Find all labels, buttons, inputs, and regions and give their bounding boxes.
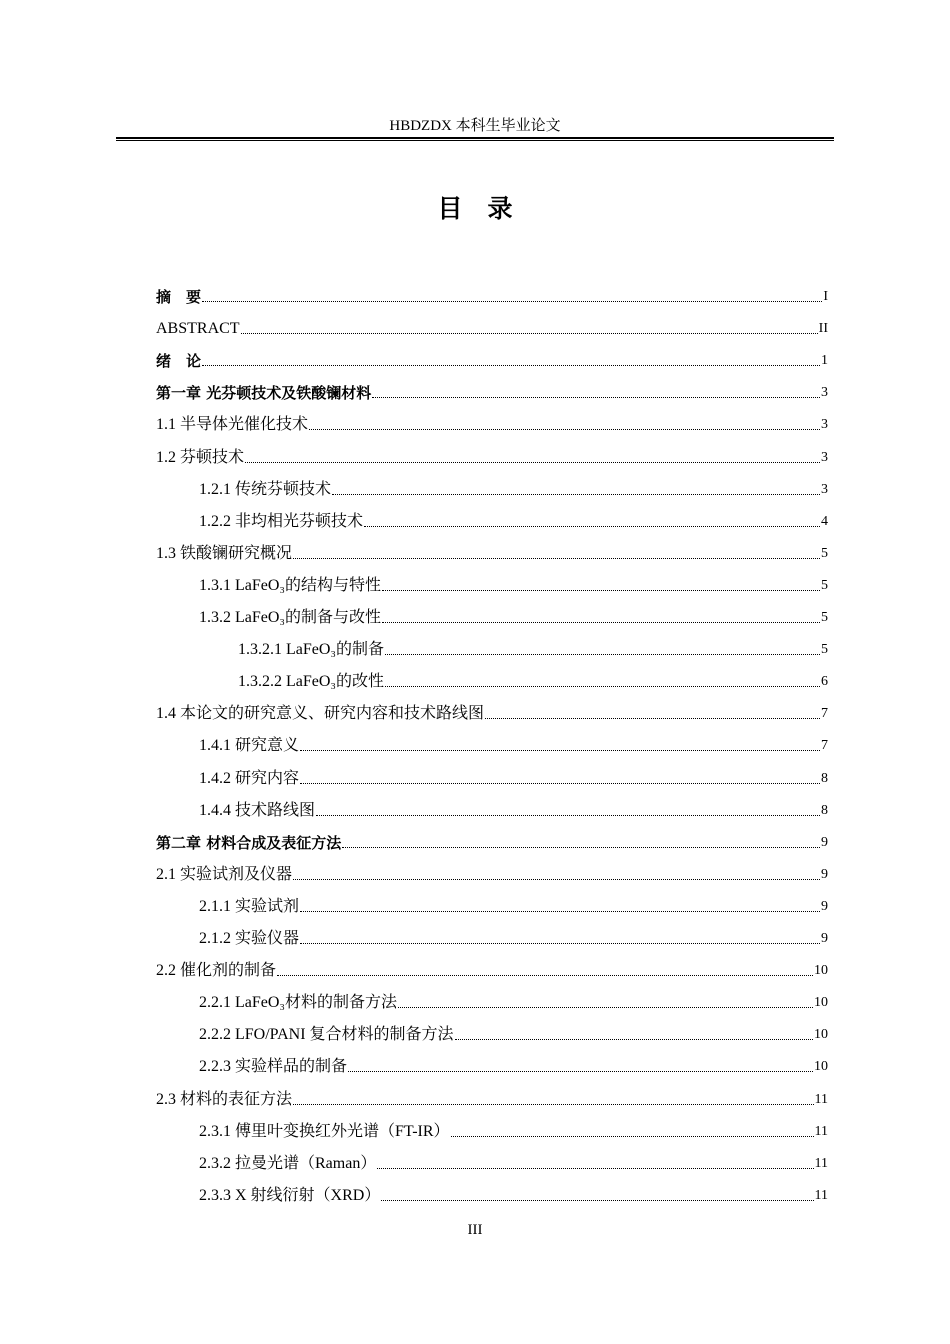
- toc-entry-label: 2.3.3 X 射线衍射（XRD）: [199, 1186, 381, 1204]
- toc-entry[interactable]: [199, 885, 828, 917]
- running-header: HBDZDX 本科生毕业论文: [389, 118, 561, 134]
- toc-entry-page: 10: [814, 995, 828, 1011]
- toc-dot-leader: [245, 462, 820, 463]
- toc-dot-leader: [451, 1136, 814, 1137]
- toc-entry-label: 1.3.2 LaFeO₃的制备与改性: [199, 609, 382, 626]
- toc-entry-page: 5: [821, 577, 828, 593]
- toc-dot-leader: [398, 1007, 813, 1008]
- toc-dot-leader: [316, 815, 820, 816]
- toc-entry[interactable]: [199, 789, 828, 821]
- toc-dot-leader: [202, 365, 820, 366]
- toc-entry[interactable]: [238, 660, 828, 692]
- toc-entry-label: ABSTRACT: [156, 320, 240, 338]
- toc-entry[interactable]: [156, 275, 828, 307]
- toc-dot-leader: [382, 622, 820, 623]
- toc-entry-label: 1.3 铁酸镧研究概况: [156, 544, 293, 562]
- toc-entry-label: 1.4 本论文的研究意义、研究内容和技术路线图: [156, 705, 485, 723]
- toc-dot-leader: [455, 1039, 813, 1040]
- toc-entry[interactable]: [199, 981, 828, 1013]
- toc-dot-leader: [293, 879, 820, 880]
- toc-entry[interactable]: [156, 532, 828, 564]
- toc-entry-page: 5: [821, 545, 828, 561]
- toc-dot-leader: [381, 1200, 813, 1201]
- toc-entry-label: 2.1 实验试剂及仪器: [156, 865, 293, 883]
- toc-entry-label: 1.3.2.1 LaFeO₃的制备: [238, 641, 385, 659]
- toc-entry-label: 1.2.2 非均相光芬顿技术: [199, 512, 364, 530]
- header-rule-thick: [116, 137, 834, 139]
- toc-entry-page: 9: [821, 866, 828, 882]
- toc-dot-leader: [300, 911, 820, 912]
- toc-entry-page: 3: [821, 385, 828, 401]
- toc-dot-leader: [485, 718, 820, 719]
- toc-dot-leader: [241, 333, 818, 334]
- toc-entry-label: 2.1.2 实验仪器: [199, 930, 300, 947]
- toc-dot-leader: [385, 686, 820, 687]
- toc-dot-leader: [309, 429, 820, 430]
- toc-entry[interactable]: [199, 917, 828, 949]
- toc-entry[interactable]: [156, 436, 828, 468]
- toc-entry-page: 9: [821, 931, 828, 946]
- toc-entry[interactable]: [156, 307, 828, 339]
- toc-entry[interactable]: [156, 1078, 828, 1110]
- toc-dot-leader: [202, 301, 822, 302]
- toc-entry-label: 2.3.2 拉曼光谱（Raman）: [199, 1154, 377, 1172]
- toc-dot-leader: [377, 1168, 813, 1169]
- toc-entry[interactable]: [199, 500, 828, 532]
- toc-dot-leader: [293, 1104, 814, 1105]
- toc-dot-leader: [332, 494, 820, 495]
- toc-entry[interactable]: [156, 853, 828, 885]
- header-rule-thin: [116, 140, 834, 141]
- toc-entry-label: 2.3 材料的表征方法: [156, 1090, 293, 1108]
- toc-dot-leader: [300, 943, 820, 944]
- toc-entry-label: 1.1 半导体光催化技术: [156, 416, 309, 434]
- toc-entry-page: 8: [821, 770, 828, 786]
- toc-entry-page: 11: [814, 1123, 828, 1139]
- toc-dot-leader: [277, 975, 813, 976]
- toc-entry-page: 4: [821, 513, 828, 529]
- toc-entry[interactable]: [199, 724, 828, 756]
- toc-entry-label: 1.4.1 研究意义: [199, 737, 300, 755]
- toc-entry-page: 8: [821, 802, 828, 818]
- toc-entry-page: 9: [821, 898, 828, 914]
- toc-entry[interactable]: [199, 468, 828, 500]
- toc-entry[interactable]: [156, 339, 828, 371]
- toc-entry-page: 11: [814, 1155, 828, 1171]
- toc-entry-page: 6: [821, 674, 828, 690]
- toc-entry-label: 2.2 催化剂的制备: [156, 962, 277, 980]
- toc-entry-label: 2.3.1 傅里叶变换红外光谱（FT-IR）: [199, 1122, 450, 1140]
- toc-entry-label: 1.2.1 传统芬顿技术: [199, 480, 332, 498]
- toc-dot-leader: [342, 847, 820, 848]
- toc-entry[interactable]: [199, 1045, 828, 1077]
- toc-dot-leader: [372, 397, 820, 398]
- toc-entry-page: 9: [821, 834, 828, 850]
- toc-entry-label: 绪 论: [156, 352, 202, 371]
- toc-entry[interactable]: [156, 371, 828, 403]
- toc-entry[interactable]: [199, 564, 828, 596]
- toc-dot-leader: [293, 558, 820, 559]
- toc-entry-page: 10: [814, 963, 828, 979]
- toc-entry[interactable]: [199, 1013, 828, 1045]
- toc-entry-page: 3: [821, 417, 828, 433]
- toc-entry-page: 10: [814, 1059, 828, 1075]
- toc-entry-page: II: [818, 321, 828, 337]
- toc-entry-page: 5: [821, 610, 828, 625]
- toc-entry-page: 11: [814, 1091, 828, 1107]
- toc-entry-page: I: [823, 289, 828, 304]
- toc-entry-label: 2.2.1 LaFeO₃材料的制备方法: [199, 994, 398, 1012]
- toc-dot-leader: [300, 783, 820, 784]
- toc-entry-page: 7: [821, 738, 828, 754]
- toc-dot-leader: [348, 1071, 813, 1072]
- toc-entry-label: 第二章 材料合成及表征方法: [156, 833, 342, 852]
- toc-entry-label: 1.4.2 研究内容: [199, 769, 300, 787]
- toc-entry-page: 10: [814, 1027, 828, 1043]
- toc-entry[interactable]: [156, 403, 828, 435]
- toc-entry-label: 1.2 芬顿技术: [156, 448, 245, 466]
- toc-dot-leader: [300, 750, 820, 751]
- toc-entry[interactable]: [156, 692, 828, 724]
- toc-entry[interactable]: [238, 628, 828, 660]
- toc-entry-label: 2.1.1 实验试剂: [199, 897, 300, 915]
- page-number: III: [467, 1222, 483, 1238]
- toc-entry[interactable]: [199, 596, 828, 628]
- toc-entry-label: 1.3.1 LaFeO₃的结构与特性: [199, 576, 382, 594]
- toc-entry[interactable]: [156, 949, 828, 981]
- toc-entry-label: 1.3.2.2 LaFeO₃的改性: [238, 673, 385, 691]
- toc-entry-page: 11: [814, 1187, 828, 1203]
- toc-entry-page: 7: [821, 706, 828, 722]
- toc-dot-leader: [385, 654, 820, 655]
- toc-entry-page: 3: [821, 449, 828, 465]
- toc-entry-label: 第一章 光芬顿技术及铁酸镧材料: [156, 384, 372, 403]
- toc-entry-label: 摘 要: [156, 288, 202, 306]
- toc-dot-leader: [382, 590, 820, 591]
- toc-entry-label: 2.2.3 实验样品的制备: [199, 1058, 348, 1076]
- toc-dot-leader: [364, 526, 820, 527]
- toc-entry-page: 3: [821, 481, 828, 497]
- toc-entry[interactable]: [156, 821, 828, 853]
- toc-entry[interactable]: [199, 1174, 828, 1206]
- toc-entry-page: 5: [821, 642, 828, 658]
- toc-entry[interactable]: [199, 1142, 828, 1174]
- toc-entry[interactable]: [199, 757, 828, 789]
- toc-entry-label: 2.2.2 LFO/PANI 复合材料的制备方法: [199, 1026, 454, 1044]
- toc-title: 目 录: [437, 194, 513, 223]
- toc-entry-page: 1: [821, 353, 828, 369]
- toc-entry-label: 1.4.4 技术路线图: [199, 801, 316, 819]
- toc-entry[interactable]: [199, 1110, 828, 1142]
